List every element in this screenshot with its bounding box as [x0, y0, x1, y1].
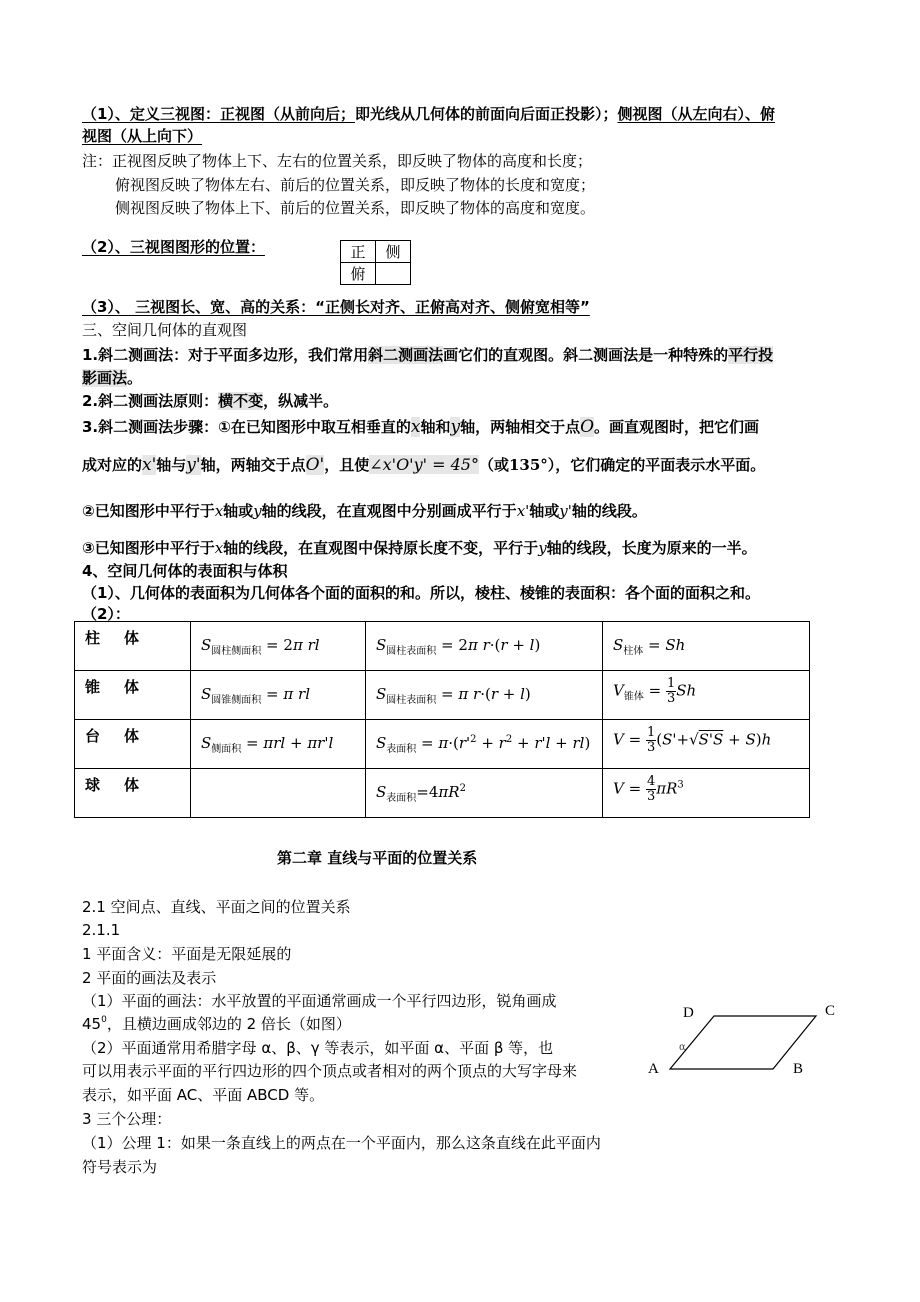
- vertex-label-c: C: [825, 1003, 836, 1019]
- line-step-two: [82, 500, 647, 521]
- heading-view-positions: （2）、三视图图形的位置：: [82, 238, 265, 256]
- row-label-frustum: 台体: [85, 727, 164, 745]
- highlight-oblique: 斜二测画法: [368, 346, 444, 364]
- formula-cone-lateral: $S_{圆锥侧面积} = \pi$ rl: [201, 685, 310, 706]
- table-row: [75, 720, 810, 769]
- text-segment: 轴或: [529, 502, 560, 520]
- surface-volume-table: [74, 621, 810, 818]
- math-y: y: [450, 417, 461, 437]
- vertex-label-b: B: [793, 1061, 804, 1077]
- formula-cell: [603, 720, 810, 769]
- plane-drawing-method: （1）平面的画法：水平放置的平面通常画成一个平行四边形，锐角画成: [82, 992, 557, 1010]
- line-step-three: [82, 537, 757, 558]
- formula-cell: [366, 622, 603, 671]
- heading-oblique-drawing: 三、空间几何体的直观图: [82, 321, 248, 339]
- text-segment: 轴和: [420, 418, 451, 436]
- text-segment: 45: [82, 1015, 102, 1033]
- formula-sphere-volume: V = $\frac{4}{3}$ $\pi R^3$: [613, 774, 684, 804]
- formula-cell: [191, 671, 366, 720]
- formula-subscript: 圆锥侧面积: [211, 695, 262, 706]
- angle-135: 135°: [508, 456, 548, 474]
- text-segment: 2.斜二测画法原则：: [82, 392, 219, 410]
- vertex-label-d: D: [683, 1005, 694, 1021]
- text-segment: 轴的线段，长度为原来的一半。: [546, 539, 757, 557]
- row-header-cell: [75, 622, 191, 671]
- section-2-1: 2.1 空间点、直线、平面之间的位置关系: [82, 898, 351, 916]
- formula-cell: [603, 671, 810, 720]
- side-view-definition: 侧视图（从左向右）、俯: [617, 105, 775, 123]
- formula-frustum-volume: V = $\frac{1}{3}$ (S'+√S'S + S)h: [613, 725, 772, 755]
- math-x: x: [410, 417, 421, 437]
- text-segment: 轴，两轴交于点: [200, 456, 306, 474]
- formula-subscript: 锥体: [623, 691, 644, 703]
- text-segment: 轴的线段，在直观图中分别画成平行于: [261, 502, 517, 520]
- line-oblique-steps-cont: [82, 454, 765, 475]
- note-top-view: 俯视图反映了物体左右、前后的位置关系，即反映了物体的长度和宽度；: [115, 176, 596, 194]
- heading-surface-volume: 4、空间几何体的表面积与体积: [82, 562, 288, 580]
- note-side-view: 侧视图反映了物体上下、前后的位置关系，即反映了物体的高度和宽度。: [115, 199, 596, 217]
- fraction-one-third: $\frac{1}{3}$: [646, 725, 656, 755]
- math-x-prime: x': [142, 455, 157, 475]
- text-segment: 。画直观图时，把它们画: [594, 418, 760, 436]
- axiom-one: （1）公理 1：如果一条直线上的两点在一个平面内，那么这条直线在此平面内: [82, 1134, 601, 1152]
- formula-cylinder-surface: $S_{圆柱表面积} = 2\pi$ r·(r + l): [376, 636, 541, 657]
- text-segment: 3.斜二测画法步骤：①在已知图形中取互相垂直的: [82, 418, 411, 436]
- formula-subscript: 柱体: [623, 646, 644, 657]
- text-segment: 。: [127, 369, 143, 387]
- text-segment: ），它们确定的平面表示水平面。: [547, 456, 766, 474]
- formula-cone-surface: $S_{圆柱表面积} = \pi$ r·(r + l): [376, 685, 531, 706]
- view-cell-top: 俯: [341, 263, 376, 285]
- row-label-pyramid: 锥体: [85, 678, 164, 696]
- formula-cell: [366, 671, 603, 720]
- plane-notation-end: 表示，如平面 AC、平面 ABCD 等。: [82, 1086, 325, 1104]
- formula-cell: [603, 622, 810, 671]
- row-header-cell: [75, 769, 191, 818]
- note-front-view: 注：正视图反映了物体上下、左右的位置关系，即反映了物体的高度和长度；: [82, 152, 593, 170]
- plane-drawing-method-cont: [82, 1013, 351, 1034]
- math-o: O: [580, 417, 595, 437]
- math-y: y: [253, 502, 262, 520]
- math-x: x: [214, 539, 224, 557]
- row-header-cell: [75, 671, 191, 720]
- formula-cell: [191, 720, 366, 769]
- text-segment: 轴与: [156, 456, 187, 474]
- vertex-label-a: A: [648, 1061, 659, 1077]
- fraction-one-third: $\frac{1}{3}$: [666, 676, 676, 706]
- text-segment: （或: [478, 456, 509, 474]
- formula-frustum-surface: $S_{表面积} = \pi\cdot(r'^2 + r^2 + r'l + rl)$: [376, 734, 591, 755]
- line-oblique-method: [82, 344, 773, 365]
- math-x: x: [214, 502, 224, 520]
- formula-cell: [366, 769, 603, 818]
- empty-cell: [191, 769, 366, 818]
- top-view-definition: 视图（从上向下）: [82, 127, 203, 145]
- text-segment: 轴的线段。: [571, 502, 647, 520]
- highlight-parallel-projection: 平行投: [728, 346, 774, 364]
- section-2-1-1: 2.1.1: [82, 921, 121, 939]
- line-oblique-method-cont: [82, 367, 142, 388]
- three-axioms-heading: 3 三个公理：: [82, 1110, 172, 1128]
- text-segment: 成对应的: [82, 456, 143, 474]
- text-segment: ，且横边画成邻边的 2 倍长（如图）: [106, 1015, 351, 1033]
- formula-subscript: 圆柱表面积: [386, 695, 437, 706]
- math-y-prime: y': [559, 502, 572, 520]
- text-segment: ，纵减半。: [263, 392, 339, 410]
- symbol-notation: 符号表示为: [82, 1158, 158, 1176]
- view-position-table: [340, 240, 411, 285]
- formula-subscript: 表面积: [386, 744, 417, 755]
- line-item-two: （2）：: [82, 605, 130, 623]
- formula-cylinder-lateral: $S_{圆柱侧面积} = 2\pi$ rl: [201, 636, 320, 657]
- row-label-prism: 柱体: [85, 629, 164, 647]
- front-view-explanation: 即光线从几何体的前面向后面正投影）；: [354, 105, 618, 123]
- plane-drawing-heading: 2 平面的画法及表示: [82, 969, 217, 987]
- view-cell-side: 侧: [376, 241, 411, 263]
- text-segment: 轴或: [223, 502, 254, 520]
- fraction-four-thirds: $\frac{4}{3}$: [646, 774, 656, 804]
- formula-sphere-surface: $S_{表面积}=4\pi R^2$: [376, 783, 466, 804]
- parallelogram-figure: [640, 995, 850, 1085]
- degree-superscript: 0: [101, 1015, 107, 1025]
- row-label-sphere: 球体: [85, 776, 164, 794]
- formula-subscript: 圆柱表面积: [386, 646, 437, 657]
- formula-prism-volume: $S_{柱体} = Sh$: [613, 636, 686, 657]
- text-segment: 1.斜二测画法：对于平面多边形，我们常用: [82, 346, 369, 364]
- plane-meaning: 1 平面含义：平面是无限延展的: [82, 945, 292, 963]
- formula-subscript: 侧面积: [211, 744, 242, 755]
- text-segment: 画它们的直观图。斜二测画法是一种特殊的: [443, 346, 729, 364]
- math-x-prime: x': [516, 502, 530, 520]
- text-segment: ，且使: [324, 456, 370, 474]
- highlight-projection-method: 影画法: [82, 369, 128, 387]
- view-cell-empty: [376, 263, 411, 285]
- formula-frustum-lateral: $S_{侧面积} = \pi rl + \pi r'l$: [201, 734, 334, 755]
- heading-define-three-views: （1）、定义三视图：: [82, 105, 220, 123]
- line-definition-three-views: [82, 103, 775, 124]
- table-row: [75, 671, 810, 720]
- math-y-prime: y': [186, 455, 201, 475]
- math-o-prime: O': [305, 455, 325, 475]
- plane-alpha-label: α: [679, 1042, 686, 1053]
- plane-notation-cont: 可以用表示平面的平行四边形的四个顶点或者相对的两个顶点的大写字母来: [82, 1062, 578, 1080]
- table-row: [75, 622, 810, 671]
- heading-dimension-relation: （3）、 三视图长、宽、高的关系：“正侧长对齐、正俯高对齐、侧俯宽相等”: [82, 298, 590, 316]
- text-segment: ③已知图形中平行于: [82, 539, 215, 557]
- line-surface-area: （1）、几何体的表面积为几何体各个面的面积的和。所以，棱柱、棱锥的表面积：各个面的面积之和。: [82, 584, 760, 602]
- text-segment: 轴，两轴相交于点: [460, 418, 581, 436]
- row-header-cell: [75, 720, 191, 769]
- front-view-definition: 正视图（从前向后；: [219, 105, 355, 123]
- line-oblique-principle: [82, 390, 338, 411]
- formula-subscript: 表面积: [386, 793, 417, 804]
- plane-notation: （2）平面通常用希腊字母 α、β、γ 等表示，如平面 α、平面 β 等，也: [82, 1039, 554, 1057]
- formula-cell: [366, 720, 603, 769]
- formula-pyramid-volume: $V_{锥体}$ = $\frac{1}{3}$ Sh: [613, 676, 697, 706]
- formula-cell: [603, 769, 810, 818]
- text-segment: ②已知图形中平行于: [82, 502, 215, 520]
- math-y: y: [538, 539, 547, 557]
- formula-subscript: 圆柱侧面积: [211, 646, 262, 657]
- highlight-horizontal-unchanged: 横不变: [218, 392, 264, 410]
- math-angle: ∠x'O'y' = 45°: [369, 455, 479, 474]
- table-row: [75, 769, 810, 818]
- line-oblique-steps: [82, 416, 759, 437]
- view-cell-front: 正: [341, 241, 376, 263]
- formula-cell: [191, 622, 366, 671]
- text-segment: 轴的线段，在直观图中保持原长度不变，平行于: [223, 539, 539, 557]
- chapter-title: 第二章 直线与平面的位置关系: [277, 849, 478, 867]
